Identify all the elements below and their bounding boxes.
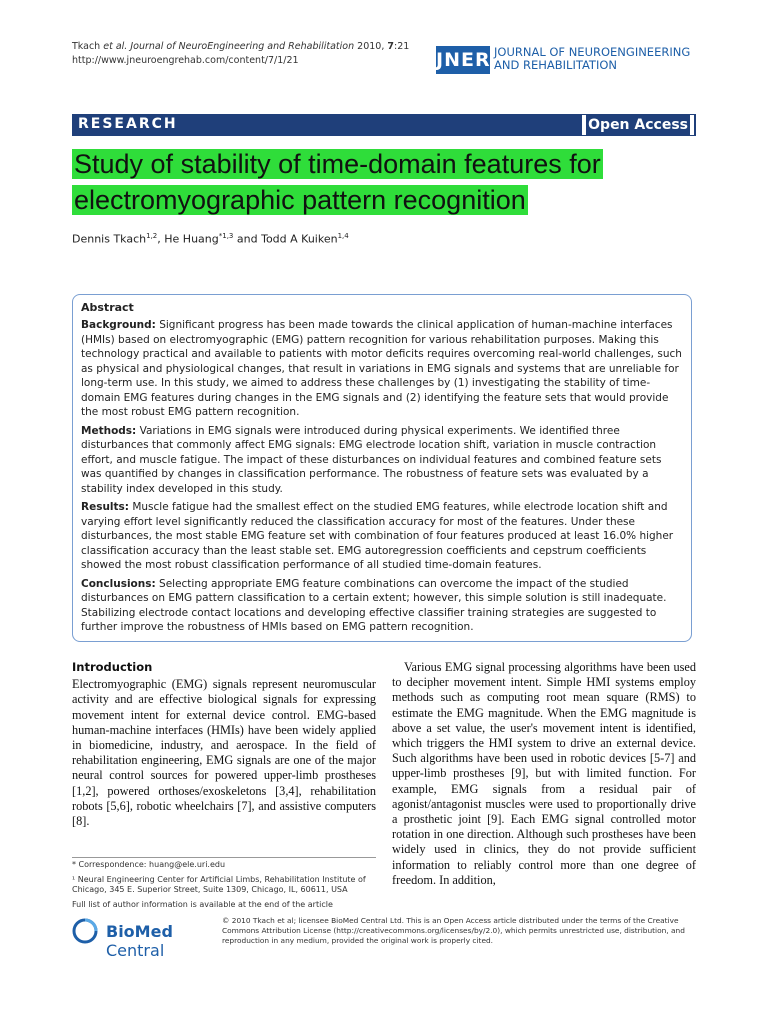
journal-name xyxy=(494,46,704,72)
body-column-right xyxy=(392,660,696,888)
abstract-methods xyxy=(81,424,683,497)
citation-line xyxy=(72,40,409,54)
intro-paragraph: Electromyographic (EMG) signals represent neuromuscular activity and are effective biological signals for expressing movement intent for external device control. EMG-based human-machine interfaces (HMIs) have been widely applied in biomedicine, industry, and aerospace. In the field of rehabilitation engineering, EMG signals are one of the major neural control sources for powered upper-limb prostheses [1,2], powered orthoses/exoskeletons [3,4], rehabilitation robots [5,6], robotic wheelchairs [7], and assistive computers [8]. xyxy=(72,677,376,829)
author-affil: *1,3 xyxy=(218,232,234,240)
conclusions-text: Selecting appropriate EMG feature combinations can overcome the impact of the studied disturbances on EMG pattern classification to a certain extent; however, this simple solution is still inadequate. Stabilizing electrode contact locations and developing effective classifier training strategies are suggested to further improve the robustness of HMIs based on EMG pattern recognition. xyxy=(81,577,667,633)
background-text: Significant progress has been made towards the clinical application of human-machine interfaces (HMIs) based on electromyographic (EMG) pattern recognition for various rehabilitation purposes. Making this technology practical and available to patients with motor deficits requires overcoming real-world challenges, such as physical and physiological changes, that result in variations in EMG signals and systems that are unreliable for long-term use. In this study, we aimed to address these challenges by (1) investigating the stability of time-domain EMG features during changes in the EMG signals and (2) identifying the feature sets that would provide the most robust EMG pattern recognition. xyxy=(81,319,682,418)
open-access-label: Open Access xyxy=(588,117,688,133)
author-list xyxy=(72,232,349,246)
methods-label: Methods: xyxy=(81,424,137,437)
citation-volume: 7 xyxy=(387,41,395,52)
biomed-central-icon xyxy=(72,918,98,944)
footnote-divider xyxy=(72,857,376,858)
abstract-box xyxy=(72,294,692,642)
abstract-conclusions xyxy=(81,577,683,635)
journal-logo xyxy=(436,46,706,78)
open-access-badge xyxy=(580,115,694,135)
full-list-note: Full list of author information is available at the end of the article xyxy=(72,899,333,909)
results-text: Muscle fatigue had the smallest effect on the studied EMG features, while electrode location shift and varying effort level significantly reduced the classification accuracy for most of the features. Under these disturbances, the most stable EMG feature set with combination of four features produced at least 16.0% higher classification accuracy than the least stable set. EMG autoregression coefficients and cepstrum coefficients showed the most robust classification performance of all studied time-domain features. xyxy=(81,501,674,571)
biomed-central-logo xyxy=(72,918,222,960)
author-name: Todd A Kuiken xyxy=(261,232,338,246)
biomed-central-wordmark xyxy=(106,922,222,960)
author-name: He Huang xyxy=(164,232,219,246)
article-url[interactable]: http://www.jneuroengrehab.com/content/7/1/21 xyxy=(72,55,299,66)
author-separator: and xyxy=(233,232,262,246)
results-label: Results: xyxy=(81,501,129,513)
author-affil: 1,2 xyxy=(146,232,158,240)
section-bar xyxy=(72,114,696,136)
journal-name-line2: AND REHABILITATION xyxy=(494,58,618,72)
publisher-bold: BioMed xyxy=(106,922,173,941)
citation-etal: et al. xyxy=(103,41,128,52)
copyright-notice: © 2010 Tkach et al; licensee BioMed Central Ltd. This is an Open Access article distributed under the terms of the Creative Commons Attribution License (http://creativecommons.org/licenses/by/2.0), which permits unrestricted use, distribution, and reproduction in any medium, provided the original work is properly cited. xyxy=(222,916,685,945)
citation-header xyxy=(72,40,409,68)
abstract-results xyxy=(81,500,683,573)
journal-name-line1: JOURNAL OF NEUROENGINEERING xyxy=(494,45,691,59)
abstract-heading: Abstract xyxy=(81,301,134,314)
article-title xyxy=(72,146,712,218)
author-name: Dennis Tkach xyxy=(72,232,147,246)
body-column-left xyxy=(72,660,376,829)
citation-journal: Journal of NeuroEngineering and Rehabilitation xyxy=(127,41,355,52)
journal-abbrev-badge: JNER xyxy=(436,46,490,74)
abstract-background xyxy=(81,318,683,420)
title-line-1: Study of stability of time-domain features for xyxy=(74,149,601,179)
footnotes xyxy=(72,860,382,914)
affiliation-note: ¹ Neural Engineering Center for Artificial Limbs, Rehabilitation Institute of Chicago, 345 E. Superior Street, Suite 1309, Chicago, IL, 60611, USA xyxy=(72,874,366,894)
author-separator: , xyxy=(157,232,165,246)
background-label: Background: xyxy=(81,319,156,331)
correspondence-note: * Correspondence: huang@ele.uri.edu xyxy=(72,860,226,869)
citation-article: :21 xyxy=(394,41,410,52)
introduction-heading: Introduction xyxy=(72,660,153,674)
methods-text: Variations in EMG signals were introduced during physical experiments. We identified three disturbances that commonly affect EMG signals: EMG electrode location shift, variation in muscle contraction effort, and muscle fatigue. The impact of these disturbances on individual features and combined feature sets was quantified by changes in classification performance. The robustness of feature sets was evaluated by a stability index developed in this study. xyxy=(81,424,662,495)
article-type-label: RESEARCH xyxy=(78,116,178,132)
author-affil: 1,4 xyxy=(337,232,349,240)
publisher-rest: Central xyxy=(106,941,165,960)
right-paragraph: Various EMG signal processing algorithms have been used to decipher movement intent. Simple HMI systems employ methods such as computing root mean square (RMS) to estimate the EMG magnitude. When the EMG magnitude is above a set value, the user's movement intent is identified, which triggers the HMI system to drive an external device. Such algorithms have been used in robotic devices [5-7] and upper-limb prostheses [9], but with limited function. For example, EMG signals from a residual pair of agonist/antagonist muscles were used to proportionally drive a prosthetic joint [9]. Each EMG signal controlled motor rotation in one direction. Although such prostheses have been widely used in clinics, they do not provide sufficient information to reliably control more than one degree of freedom. In addition, xyxy=(392,660,696,887)
citation-year: 2010, xyxy=(354,41,388,52)
title-line-2: electromyographic pattern recognition xyxy=(74,185,526,215)
conclusions-label: Conclusions: xyxy=(81,577,156,590)
citation-authors: Tkach xyxy=(72,41,104,52)
